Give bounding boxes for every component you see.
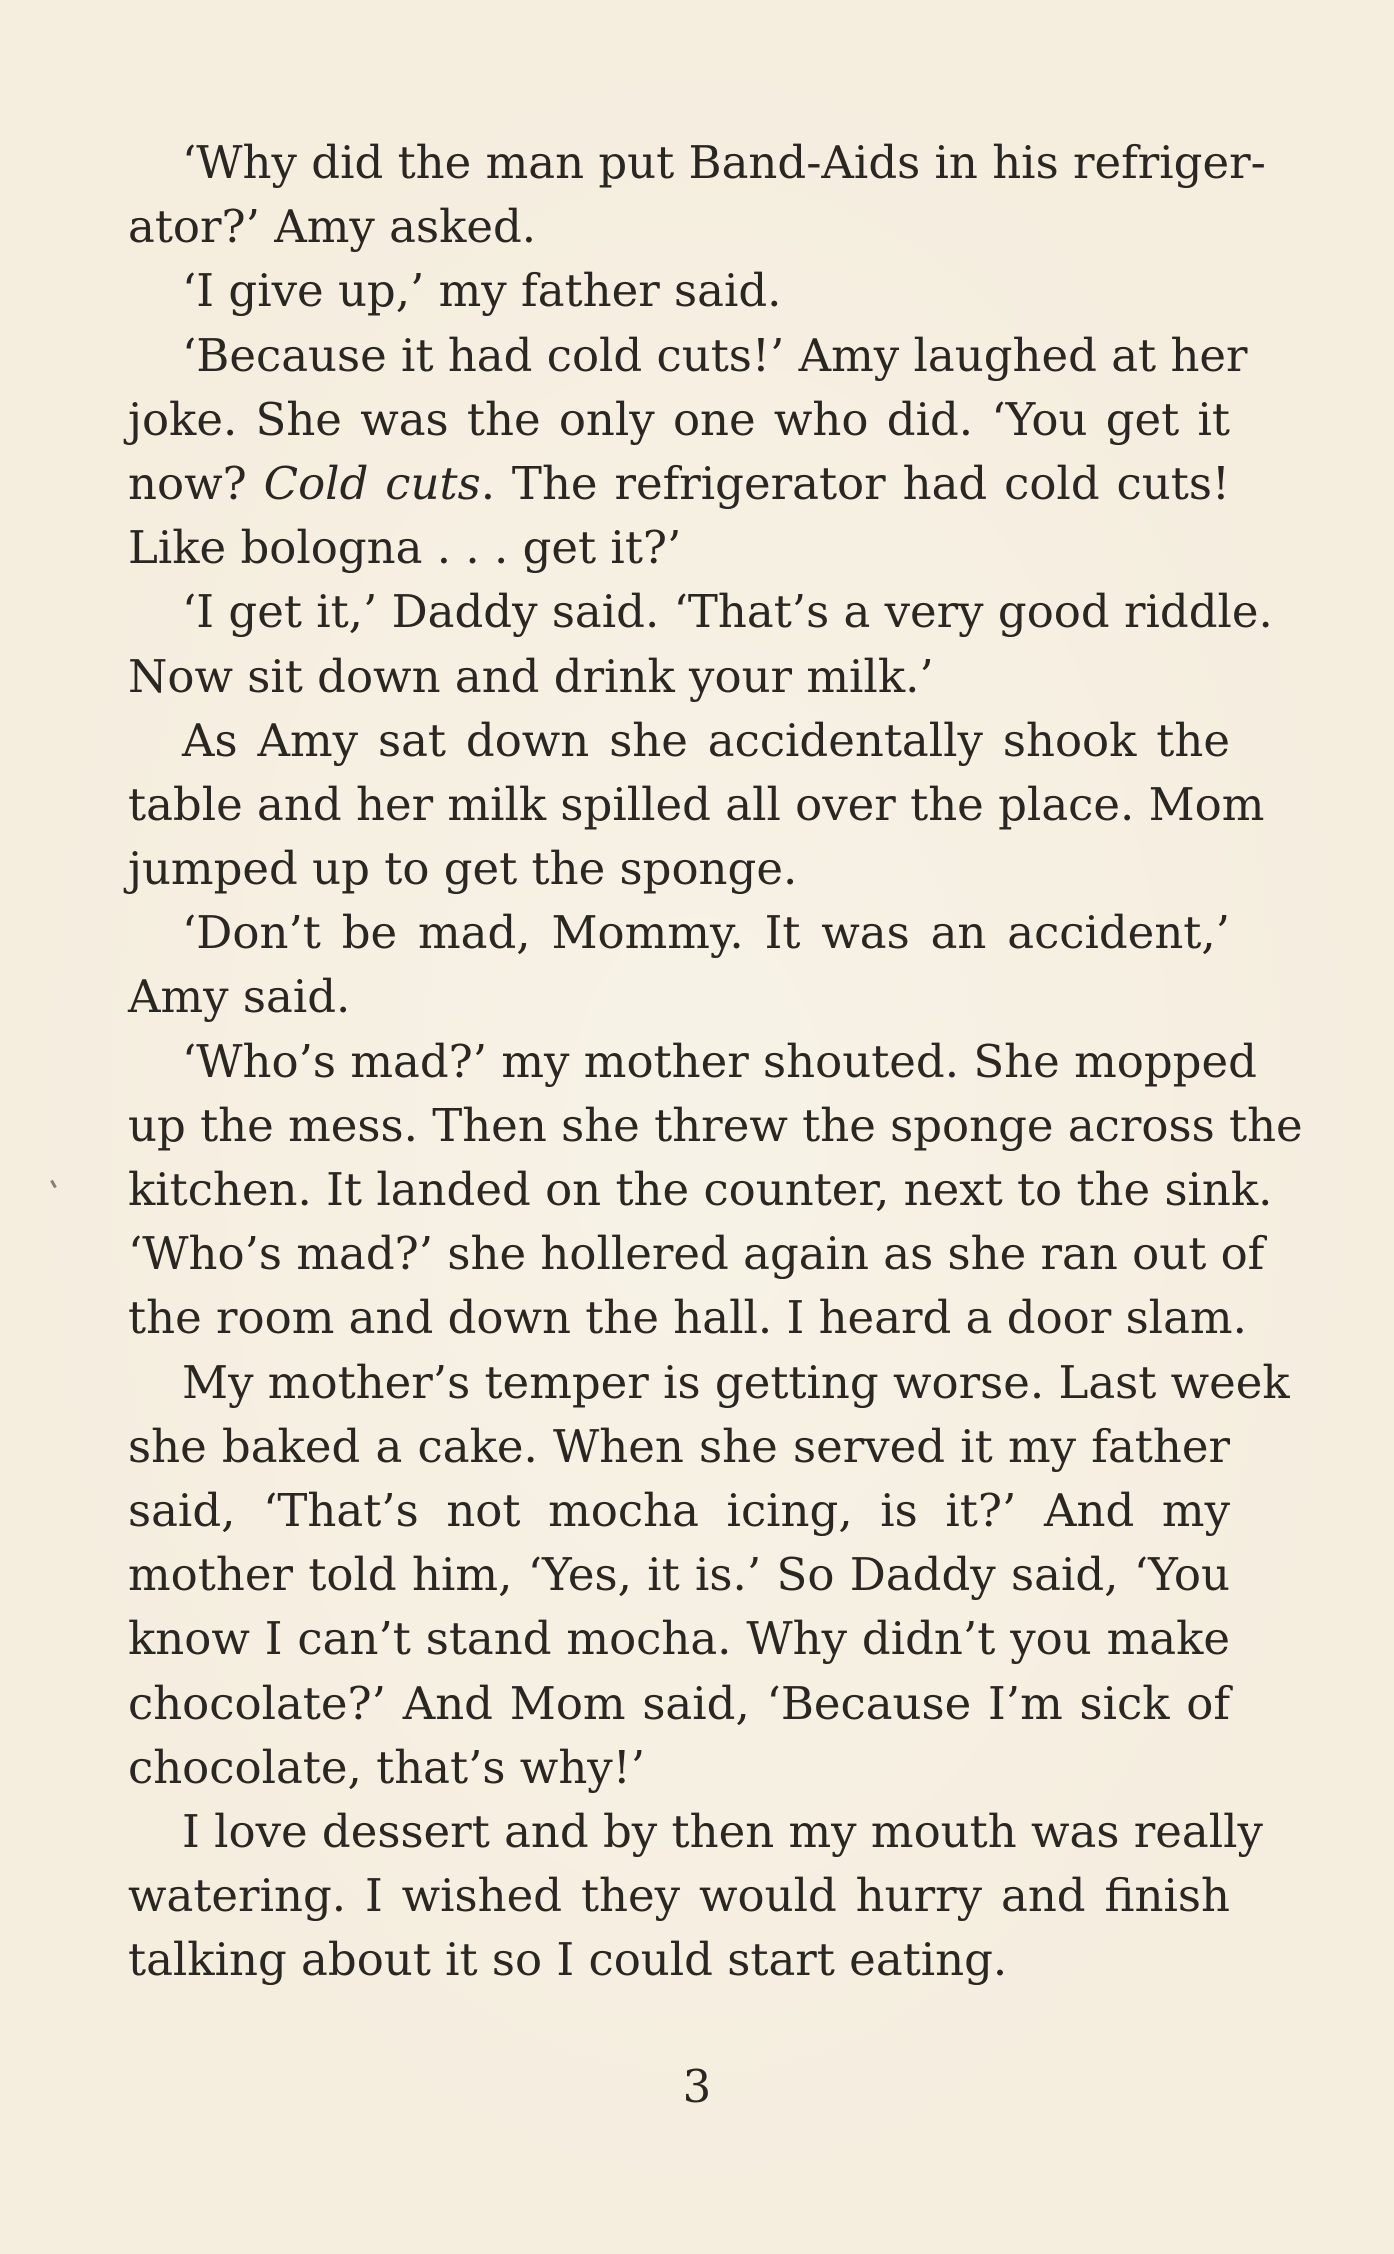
- italic-phrase: Cold cuts: [263, 456, 481, 510]
- text-line: jumped up to get the sponge.: [128, 842, 798, 896]
- text-line: Like bologna . . . get it?’: [128, 521, 682, 575]
- text-line: know I can’t stand mocha. Why didn’t you make: [128, 1612, 1230, 1666]
- body-text: [128, 131, 1303, 1992]
- text-line: As Amy sat down she accidentally shook the: [182, 713, 1230, 767]
- text-line: ‘Don’t be mad, Mommy. It was an accident,’: [182, 906, 1230, 960]
- text-line: I love dessert and by then my mouth was really: [182, 1804, 1263, 1858]
- text-line: said, ‘That’s not mocha icing, is it?’ And my: [128, 1483, 1230, 1537]
- text-fragment: now?: [128, 456, 264, 510]
- text-line: chocolate?’ And Mom said, ‘Because I’m sick of: [128, 1676, 1230, 1730]
- text-line: chocolate, that’s why!’: [128, 1740, 646, 1794]
- text-line: watering. I wished they would hurry and finish: [128, 1869, 1230, 1923]
- text-line: mother told him, ‘Yes, it is.’ So Daddy said, ‘You: [128, 1548, 1230, 1602]
- text-line: joke. She was the only one who did. ‘You get it: [128, 392, 1230, 446]
- text-line: she baked a cake. When she served it my father: [128, 1419, 1230, 1473]
- text-line-with-italic: [128, 452, 1230, 516]
- text-line: kitchen. It landed on the counter, next to the sink.: [128, 1163, 1273, 1216]
- text-line: My mother’s temper is getting worse. Last week: [182, 1355, 1290, 1409]
- text-line: the room and down the hall. I heard a door slam.: [128, 1291, 1247, 1345]
- text-line: ‘Because it had cold cuts!’ Amy laughed at her: [182, 328, 1248, 382]
- text-line: table and her milk spilled all over the place. Mom: [128, 777, 1265, 831]
- text-line: talking about it so I could start eating.: [128, 1933, 1008, 1987]
- text-line: Amy said.: [128, 970, 351, 1024]
- text-line: ator?’ Amy asked.: [128, 200, 537, 254]
- text-line: ‘I give up,’ my father said.: [182, 264, 782, 318]
- text-line: ‘I get it,’ Daddy said. ‘That’s a very good riddle.: [182, 585, 1273, 639]
- text-line: ‘Who’s mad?’ she hollered again as she ran out of: [128, 1227, 1265, 1281]
- text-line: ‘Why did the man put Band-Aids in his refriger-: [182, 136, 1266, 189]
- text-fragment: . The refrigerator had cold cuts!: [480, 456, 1231, 510]
- text-line: ‘Who’s mad?’ my mother shouted. She mopped: [182, 1034, 1257, 1088]
- text-line: Now sit down and drink your milk.’: [128, 649, 934, 703]
- text-line: up the mess. Then she threw the sponge across the: [128, 1098, 1303, 1152]
- page-number: 3: [682, 2060, 712, 2113]
- paper-speck: [50, 1180, 57, 1188]
